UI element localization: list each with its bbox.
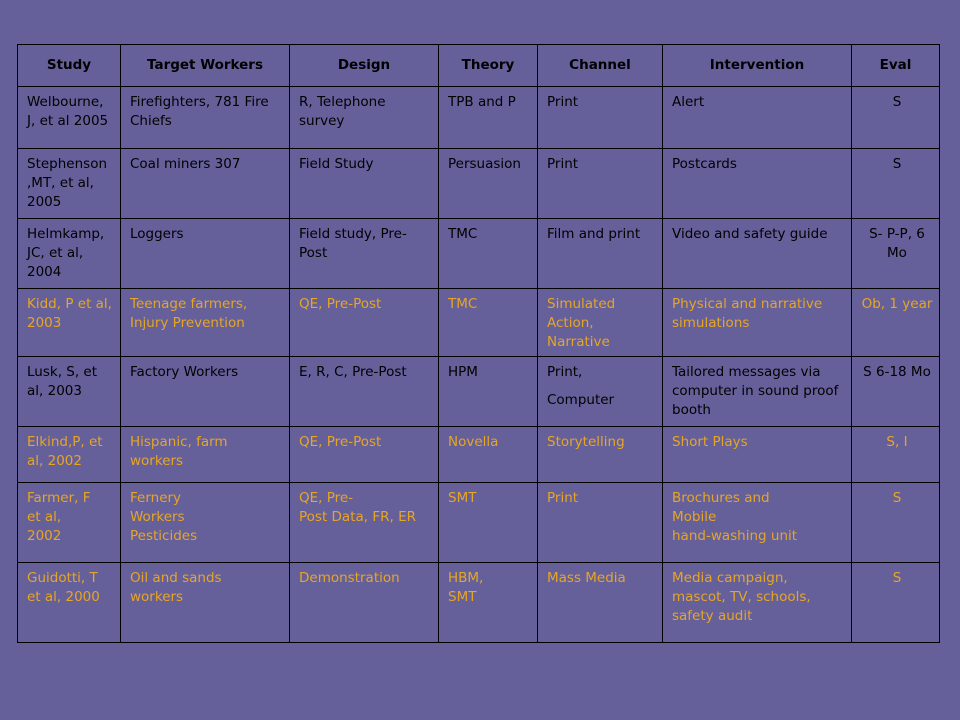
table-row [18,563,940,643]
cell-target-workers-text: Oil and sands workers [130,570,222,605]
header-study: Study [18,45,121,87]
cell-eval [852,289,940,357]
cell-channel-text: Print [547,156,579,172]
cell-channel [538,289,663,357]
studies-table [17,44,940,643]
cell-theory [439,563,538,643]
cell-theory-text: SMT [448,490,477,506]
cell-intervention [663,563,852,643]
cell-design [290,149,439,219]
cell-target-workers-text: Teenage farmers, Injury Prevention [130,296,248,331]
cell-design [290,87,439,149]
cell-design-text: Demonstration [299,570,400,586]
cell-theory-text: TMC [448,296,478,312]
cell-theory-text: Novella [448,434,499,450]
table-row [18,427,940,483]
cell-theory [439,357,538,427]
cell-intervention-text: Media campaign, mascot, TV, schools, safety audit [672,570,811,624]
cell-study [18,427,121,483]
cell-channel [538,87,663,149]
cell-eval [852,219,940,289]
cell-channel-text: Print, [547,364,583,380]
cell-eval [852,563,940,643]
cell-study-text: Guidotti, T et al, 2000 [27,570,100,605]
cell-design-text: R, Telephone survey [299,94,386,129]
table-row [18,357,940,427]
cell-intervention-text: Physical and narrative simulations [672,296,823,331]
cell-target-workers-text: Coal miners 307 [130,156,241,172]
cell-study-text: Farmer, F et al, 2002 [27,490,91,544]
table-row [18,149,940,219]
table-row [18,289,940,357]
cell-target-workers-text: Hispanic, farm workers [130,434,228,469]
cell-intervention-text: Short Plays [672,434,748,450]
cell-theory [439,219,538,289]
cell-target-workers [121,483,290,563]
cell-target-workers-text: Factory Workers [130,364,239,380]
cell-design [290,357,439,427]
cell-intervention-text: Alert [672,94,705,110]
cell-theory [439,289,538,357]
cell-theory-text: TPB and P [448,94,516,110]
cell-theory [439,483,538,563]
cell-channel [538,483,663,563]
cell-channel [538,357,663,427]
cell-target-workers-text: Fernery Workers Pesticides [130,490,198,544]
cell-study [18,289,121,357]
cell-target-workers [121,563,290,643]
cell-target-workers [121,87,290,149]
cell-target-workers [121,357,290,427]
cell-intervention [663,219,852,289]
cell-theory-text: TMC [448,226,478,242]
cell-eval-text: S, I [886,434,908,450]
cell-study [18,357,121,427]
cell-intervention-text: Tailored messages via computer in sound proof booth [672,364,839,418]
cell-design [290,563,439,643]
header-channel: Channel [538,45,663,87]
cell-intervention-text: Brochures and Mobile hand-washing unit [672,490,798,544]
cell-channel [538,427,663,483]
cell-eval-text: S [892,94,902,110]
cell-intervention [663,357,852,427]
header-row [18,45,940,87]
table-row [18,87,940,149]
cell-study-text: Helmkamp, JC, et al, 2004 [27,226,105,280]
cell-design-text: QE, Pre- Post Data, FR, ER [299,490,416,525]
cell-intervention [663,427,852,483]
cell-eval [852,483,940,563]
cell-study-text: Welbourne, J, et al 2005 [27,94,109,129]
header-target-workers: Target Workers [121,45,290,87]
cell-theory-text: HPM [448,364,478,380]
cell-channel-text: Film and print [547,226,641,242]
cell-eval-text: Ob, 1 year [861,296,933,312]
cell-theory-text: Persuasion [448,156,521,172]
cell-design-text: QE, Pre-Post [299,434,382,450]
cell-theory [439,427,538,483]
cell-eval [852,427,940,483]
cell-intervention-text: Video and safety guide [672,226,828,242]
cell-channel-text: Storytelling [547,434,625,450]
cell-theory [439,149,538,219]
cell-study [18,219,121,289]
cell-theory [439,87,538,149]
cell-channel-text: Print [547,94,579,110]
cell-intervention [663,87,852,149]
cell-study-text: Lusk, S, et al, 2003 [27,364,98,399]
cell-study-text: Elkind,P, et al, 2002 [27,434,103,469]
cell-design-text: QE, Pre-Post [299,296,382,312]
cell-study-text: Kidd, P et al, 2003 [27,296,112,331]
cell-channel [538,219,663,289]
cell-design [290,483,439,563]
cell-channel-text: Mass Media [547,570,626,586]
cell-target-workers [121,219,290,289]
cell-channel [538,149,663,219]
cell-study [18,87,121,149]
cell-study [18,483,121,563]
cell-eval [852,357,940,427]
cell-eval-text: S 6-18 Mo [863,364,931,380]
cell-study-text: Stephenson ,MT, et al, 2005 [27,156,108,210]
cell-channel-text: Simulated Action, Narrative [547,296,616,350]
cell-target-workers [121,149,290,219]
table-row [18,219,940,289]
cell-design-text: Field study, Pre-Post [299,226,407,261]
cell-eval [852,149,940,219]
cell-channel-text: Print [547,490,579,506]
cell-target-workers-text: Loggers [130,226,184,242]
cell-eval-text: S- P-P, 6 Mo [869,226,925,261]
cell-theory-text: HBM, SMT [448,570,484,605]
cell-design [290,427,439,483]
table-row [18,483,940,563]
cell-intervention-text: Postcards [672,156,737,172]
cell-target-workers [121,289,290,357]
cell-design [290,219,439,289]
cell-target-workers-text: Firefighters, 781 Fire Chiefs [130,94,269,129]
cell-study [18,563,121,643]
cell-eval [852,87,940,149]
header-design: Design [290,45,439,87]
header-eval: Eval [852,45,940,87]
cell-intervention [663,149,852,219]
cell-intervention [663,483,852,563]
header-intervention: Intervention [663,45,852,87]
cell-intervention [663,289,852,357]
cell-eval-text: S [892,490,902,506]
cell-target-workers [121,427,290,483]
cell-design-text: E, R, C, Pre-Post [299,364,407,380]
cell-eval-text: S [892,156,902,172]
cell-channel-second-line: Computer [547,392,615,408]
cell-design [290,289,439,357]
table-body [18,87,940,643]
cell-study [18,149,121,219]
cell-design-text: Field Study [299,156,374,172]
header-theory: Theory [439,45,538,87]
cell-eval-text: S [892,570,902,586]
cell-channel [538,563,663,643]
